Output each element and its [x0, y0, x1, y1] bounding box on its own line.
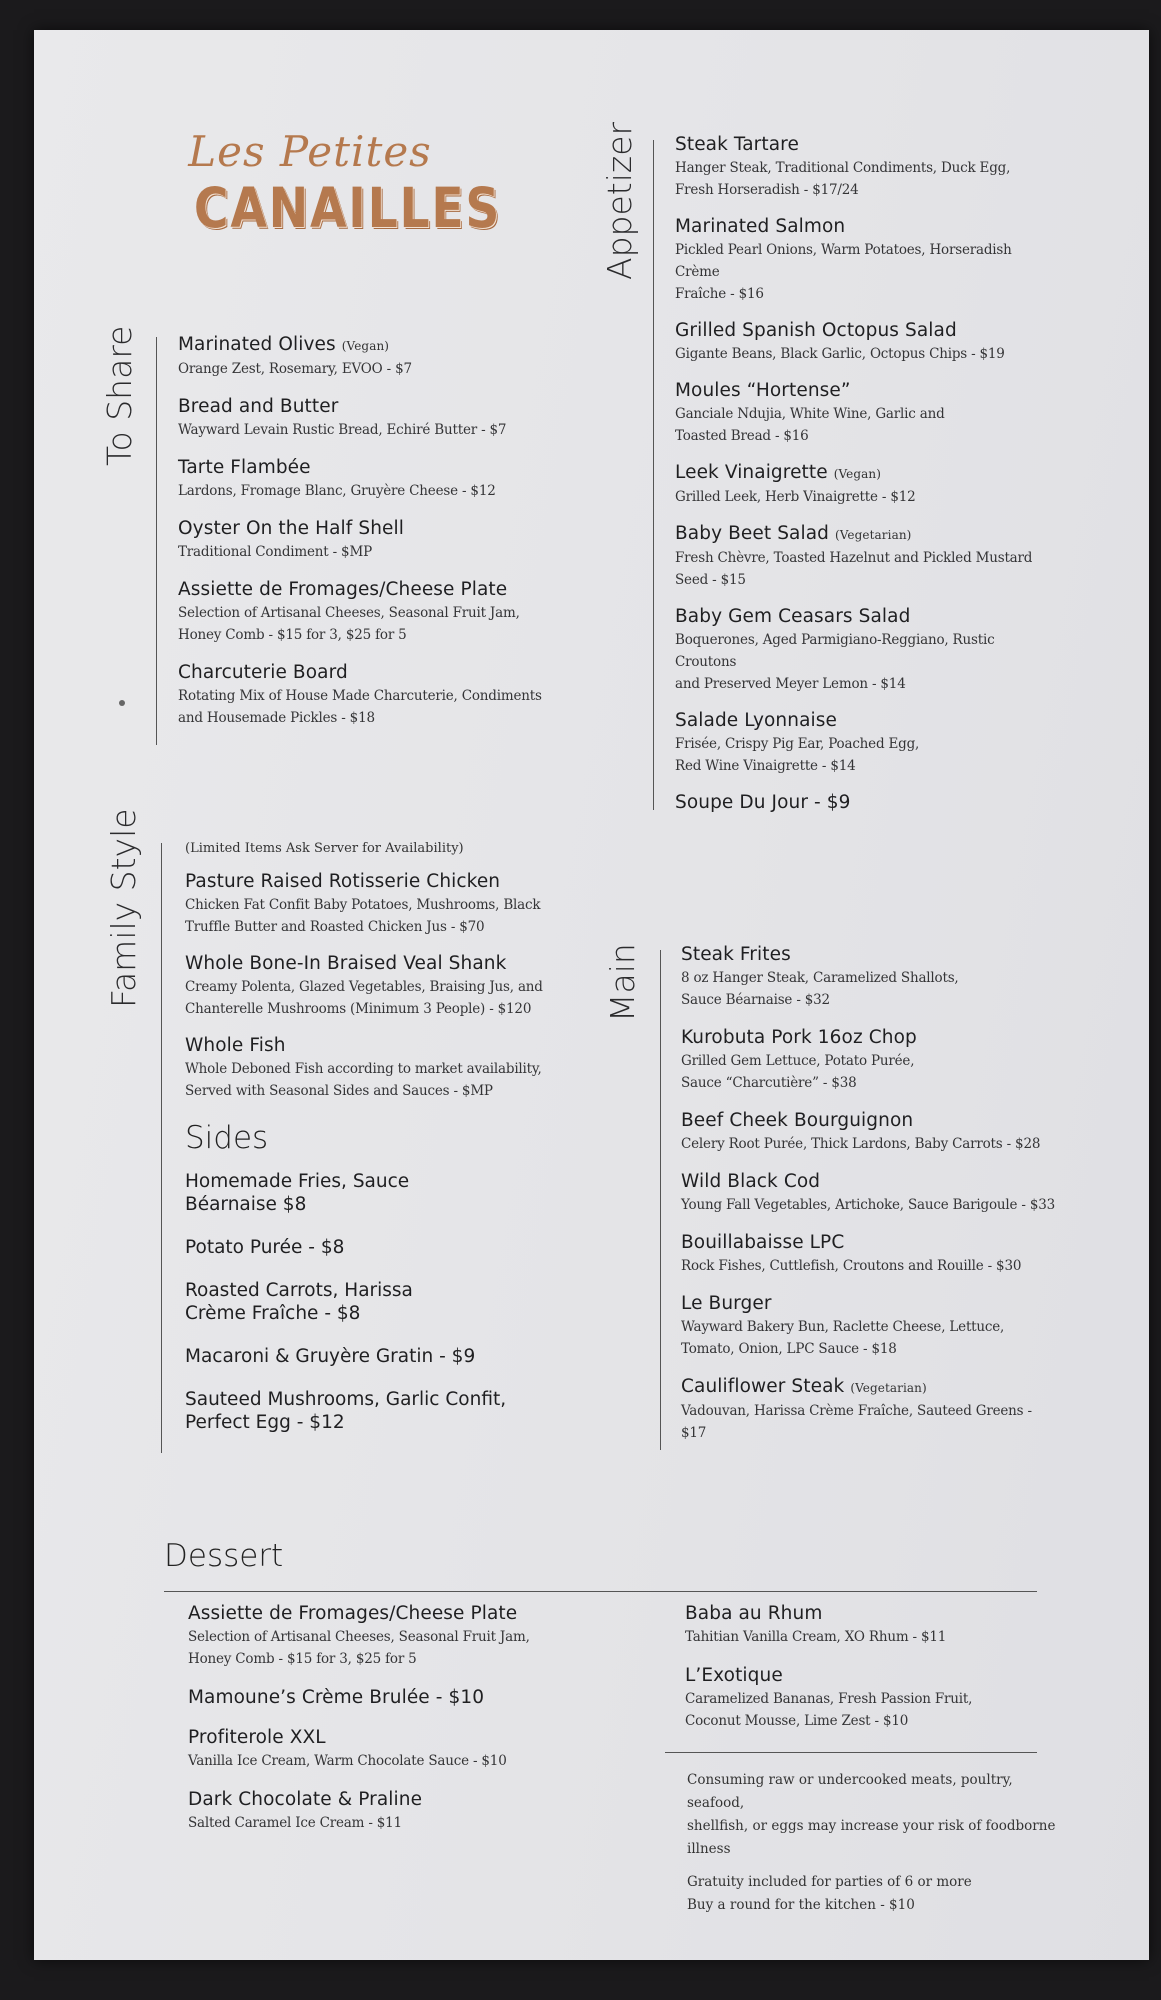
menu-item-title: Bread and Butter: [178, 396, 339, 417]
menu-item-description: Tomato, Onion, LPC Sauce - $18: [681, 1341, 897, 1357]
menu-item-description: Ganciale Ndujia, White Wine, Garlic and: [675, 406, 945, 422]
menu-item-name: [185, 1034, 615, 1058]
dietary-note: (Vegan): [341, 339, 390, 353]
menu-item: [675, 133, 1055, 201]
side-item-line: Macaroni & Gruyère Gratin - $9: [185, 1346, 476, 1367]
menu-item-name: [681, 1375, 1061, 1400]
menu-item: [178, 578, 618, 646]
menu-item: [675, 791, 1055, 815]
dessert-list-left: [188, 1602, 628, 1850]
menu-item-description: Selection of Artisanal Cheeses, Seasonal Fruit Jam,: [178, 605, 520, 621]
restaurant-logo: [175, 127, 502, 240]
menu-item: [188, 1686, 628, 1710]
appetizer-list: [675, 133, 1055, 829]
legal-note-line: Buy a round for the kitchen - $10: [687, 1897, 915, 1913]
side-item: [185, 1279, 615, 1325]
menu-item-description: and Preserved Meyer Lemon - $14: [675, 676, 906, 692]
dessert-rule: [164, 1591, 1037, 1592]
side-item-line: Homemade Fries, Sauce: [185, 1171, 410, 1192]
menu-item-description: Coconut Mousse, Lime Zest - $10: [685, 1713, 909, 1729]
menu-item-name: [188, 1686, 628, 1710]
menu-item-name: [675, 791, 1055, 815]
side-item-line: Perfect Egg - $12: [185, 1412, 345, 1433]
menu-item-description: Served with Seasonal Sides and Sauces - $MP: [185, 1083, 493, 1099]
menu-item-title: Kurobuta Pork 16oz Chop: [681, 1027, 917, 1048]
menu-item-description: Creamy Polenta, Glazed Vegetables, Braising Jus, and: [185, 979, 543, 995]
menu-item-name: [681, 1026, 1061, 1050]
menu-item-title: Soupe Du Jour - $9: [675, 792, 851, 813]
menu-item-title: Whole Bone-In Braised Veal Shank: [185, 953, 507, 974]
legal-note-line: shellfish, or eggs may increase your risk of foodborne illness: [687, 1818, 1056, 1857]
menu-item-name: [178, 333, 618, 358]
main-rule: [660, 950, 661, 1450]
menu-item-description: Vadouvan, Harissa Crème Fraîche, Sauteed Greens - $17: [681, 1403, 1032, 1441]
legal-notes: [687, 1769, 1057, 1927]
menu-item-name: [188, 1788, 628, 1812]
menu-item-title: Marinated Olives: [178, 334, 336, 355]
side-item: [185, 1388, 615, 1434]
menu-item-description: Wayward Levain Rustic Bread, Echiré Butter - $7: [178, 422, 507, 438]
menu-item-name: [675, 319, 1055, 343]
menu-item-name: [681, 943, 1061, 967]
menu-item-description: 8 oz Hanger Steak, Caramelized Shallots,: [681, 970, 959, 986]
main-list: [681, 943, 1061, 1459]
menu-item: [185, 1034, 615, 1102]
section-title-sides: Sides: [185, 1120, 269, 1156]
menu-item-description: Salted Caramel Ice Cream - $11: [188, 1815, 402, 1831]
menu-item-name: [675, 605, 1055, 629]
menu-item-description: Fresh Chèvre, Toasted Hazelnut and Pickled Mustard: [675, 550, 1033, 566]
menu-item-name: [178, 661, 618, 685]
section-title-appetizer: Appetizer: [600, 121, 639, 280]
menu-item: [681, 1231, 1061, 1277]
dietary-note: (Vegetarian): [834, 528, 912, 542]
menu-item-description: Wayward Bakery Bun, Raclette Cheese, Lettuce,: [681, 1319, 1005, 1335]
menu-item-description: Honey Comb - $15 for 3, $25 for 5: [188, 1651, 417, 1667]
legal-rule: [665, 1752, 1037, 1753]
menu-item-description: Chicken Fat Confit Baby Potatoes, Mushrooms, Black: [185, 897, 541, 913]
to-share-list: [178, 333, 618, 744]
menu-item: [681, 1375, 1061, 1444]
menu-item-name: [185, 952, 615, 976]
menu-item-title: Charcuterie Board: [178, 662, 348, 683]
menu-item-name: [188, 1726, 628, 1750]
menu-item-title: Grilled Spanish Octopus Salad: [675, 320, 957, 341]
menu-item-description: Lardons, Fromage Blanc, Gruyère Cheese - $12: [178, 483, 496, 499]
menu-item-description: Gigante Beans, Black Garlic, Octopus Chips - $19: [675, 346, 1005, 362]
menu-item-name: [675, 709, 1055, 733]
menu-item-description: Red Wine Vinaigrette - $14: [675, 758, 856, 774]
side-item-line: Potato Purée - $8: [185, 1237, 345, 1258]
menu-item-title: Profiterole XXL: [188, 1727, 326, 1748]
menu-item-description: Chanterelle Mushrooms (Minimum 3 People) - $120: [185, 1001, 532, 1017]
menu-item: [188, 1726, 628, 1772]
to-share-rule: [156, 337, 157, 745]
dietary-note: (Vegetarian): [850, 1381, 927, 1395]
decorative-dot: [119, 700, 125, 706]
menu-item: [178, 517, 618, 563]
menu-item: [188, 1602, 628, 1670]
side-item: [185, 1170, 615, 1216]
menu-item: [681, 943, 1061, 1011]
menu-item-description: Vanilla Ice Cream, Warm Chocolate Sauce - $10: [188, 1753, 507, 1769]
menu-item-title: Assiette de Fromages/Cheese Plate: [178, 579, 508, 600]
legal-note-line: Gratuity included for parties of 6 or more: [687, 1874, 972, 1890]
menu-item-description: Celery Root Purée, Thick Lardons, Baby Carrots - $28: [681, 1136, 1041, 1152]
menu-item-title: Bouillabaisse LPC: [681, 1232, 845, 1253]
menu-item-title: Mamoune’s Crème Brulée - $10: [188, 1687, 485, 1708]
menu-item-name: [685, 1664, 1045, 1688]
menu-item: [178, 333, 618, 380]
menu-item-description: Frisée, Crispy Pig Ear, Poached Egg,: [675, 736, 920, 752]
menu-item-description: Selection of Artisanal Cheeses, Seasonal Fruit Jam,: [188, 1629, 530, 1645]
menu-item-description: Sauce Béarnaise - $32: [681, 992, 830, 1008]
menu-item: [681, 1292, 1061, 1360]
menu-item-description: Truffle Butter and Roasted Chicken Jus - $70: [185, 919, 485, 935]
menu-item-title: Leek Vinaigrette: [675, 462, 828, 483]
family-style-rule: [161, 843, 162, 1453]
legal-note-line: Consuming raw or undercooked meats, poultry, seafood,: [687, 1772, 1013, 1811]
menu-item-title: Moules “Hortense”: [675, 380, 851, 401]
menu-item: [685, 1602, 1045, 1648]
menu-item: [185, 952, 615, 1020]
menu-item: [681, 1109, 1061, 1155]
menu-item: [185, 870, 615, 938]
menu-item-description: Orange Zest, Rosemary, EVOO - $7: [178, 361, 412, 377]
menu-item: [178, 661, 618, 729]
menu-item-title: Baba au Rhum: [685, 1603, 823, 1624]
menu-item-title: Salade Lyonnaise: [675, 710, 837, 731]
menu-item-title: Pasture Raised Rotisserie Chicken: [185, 871, 501, 892]
menu-item-name: [675, 215, 1055, 239]
menu-item-description: Fraîche - $16: [675, 286, 764, 302]
menu-item-title: Wild Black Cod: [681, 1171, 821, 1192]
menu-item-title: Baby Gem Ceasars Salad: [675, 606, 911, 627]
menu-item-title: Baby Beet Salad: [675, 523, 829, 544]
section-title-to-share: To Share: [100, 325, 139, 466]
menu-item-name: [178, 456, 618, 480]
appetizer-rule: [653, 140, 654, 810]
menu-item-title: Steak Frites: [681, 944, 791, 965]
menu-item-description: Pickled Pearl Onions, Warm Potatoes, Horseradish Crème: [675, 242, 1012, 280]
menu-item-name: [188, 1602, 628, 1626]
menu-item-description: Caramelized Bananas, Fresh Passion Fruit,: [685, 1691, 973, 1707]
menu-item-description: Grilled Gem Lettuce, Potato Purée,: [681, 1053, 915, 1069]
dietary-note: (Vegan): [833, 467, 882, 481]
logo-script-text: Les Petites: [188, 127, 432, 176]
menu-item-title: Beef Cheek Bourguignon: [681, 1110, 914, 1131]
menu-item: [188, 1788, 628, 1834]
menu-item-title: Tarte Flambée: [178, 457, 311, 478]
menu-item-description: Rock Fishes, Cuttlefish, Croutons and Rouille - $30: [681, 1258, 1022, 1274]
menu-item-description: Sauce “Charcutière” - $38: [681, 1075, 857, 1091]
side-item-line: Béarnaise $8: [185, 1194, 307, 1215]
menu-item-description: Rotating Mix of House Made Charcuterie, Condiments: [178, 688, 542, 704]
menu-item-description: Toasted Bread - $16: [675, 428, 809, 444]
menu-item-title: L’Exotique: [685, 1665, 783, 1686]
menu-item: [178, 395, 618, 441]
menu-item: [675, 605, 1055, 695]
menu-item-title: Whole Fish: [185, 1035, 286, 1056]
side-item-line: Roasted Carrots, Harissa: [185, 1280, 413, 1301]
menu-item-title: Cauliflower Steak: [681, 1376, 845, 1397]
menu-item-description: Traditional Condiment - $MP: [178, 544, 372, 560]
availability-note: (Limited Items Ask Server for Availability): [185, 841, 464, 856]
side-item: [185, 1345, 615, 1368]
menu-item-name: [685, 1602, 1045, 1626]
menu-item-description: Whole Deboned Fish according to market availability,: [185, 1061, 542, 1077]
menu-item: [675, 215, 1055, 305]
menu-item-description: Seed - $15: [675, 572, 746, 588]
menu-item-name: [681, 1231, 1061, 1255]
menu-item-title: Marinated Salmon: [675, 216, 846, 237]
menu-item: [675, 461, 1055, 508]
side-item-line: Crème Fraîche - $8: [185, 1303, 361, 1324]
menu-item-description: Boquerones, Aged Parmigiano-Reggiano, Rustic Croutons: [675, 632, 995, 670]
menu-item-name: [675, 461, 1055, 486]
menu-item: [675, 379, 1055, 447]
menu-item: [681, 1026, 1061, 1094]
menu-item-name: [178, 517, 618, 541]
menu-item-title: Assiette de Fromages/Cheese Plate: [188, 1603, 518, 1624]
menu-item-name: [675, 133, 1055, 157]
menu-item-title: Dark Chocolate & Praline: [188, 1789, 423, 1810]
section-title-family-style: Family Style: [104, 808, 143, 1008]
menu-item-description: Young Fall Vegetables, Artichoke, Sauce Barigoule - $33: [681, 1197, 1056, 1213]
menu-item-name: [681, 1109, 1061, 1133]
menu-item: [178, 456, 618, 502]
menu-item: [675, 319, 1055, 365]
menu-item-name: [681, 1170, 1061, 1194]
menu-item-description: Hanger Steak, Traditional Condiments, Duck Egg,: [675, 160, 1011, 176]
menu-item: [675, 709, 1055, 777]
menu-item-name: [675, 379, 1055, 403]
legal-note: [687, 1769, 1057, 1861]
side-item: [185, 1236, 615, 1259]
menu-item-name: [185, 870, 615, 894]
menu-item-name: [178, 578, 618, 602]
menu-item: [675, 522, 1055, 591]
menu-item-title: Steak Tartare: [675, 134, 799, 155]
logo-block-text: CANAILLES: [193, 176, 502, 240]
menu-item-description: Tahitian Vanilla Cream, XO Rhum - $11: [685, 1629, 947, 1645]
section-title-main: Main: [603, 943, 642, 1022]
menu-item-description: and Housemade Pickles - $18: [178, 710, 375, 726]
menu-item: [681, 1170, 1061, 1216]
menu-item: [685, 1664, 1045, 1732]
menu-item-title: Le Burger: [681, 1293, 772, 1314]
menu-item-name: [681, 1292, 1061, 1316]
menu-item-description: Grilled Leek, Herb Vinaigrette - $12: [675, 489, 916, 505]
family-style-list: [185, 841, 615, 1454]
menu-item-description: Honey Comb - $15 for 3, $25 for 5: [178, 627, 407, 643]
legal-note: [687, 1871, 1057, 1917]
menu-item-name: [675, 522, 1055, 547]
section-title-dessert: Dessert: [164, 1538, 284, 1574]
menu-item-description: Fresh Horseradish - $17/24: [675, 182, 859, 198]
side-item-line: Sauteed Mushrooms, Garlic Confit,: [185, 1389, 507, 1410]
menu-item-name: [178, 395, 618, 419]
menu-item-title: Oyster On the Half Shell: [178, 518, 404, 539]
dessert-list-right: [685, 1602, 1045, 1748]
